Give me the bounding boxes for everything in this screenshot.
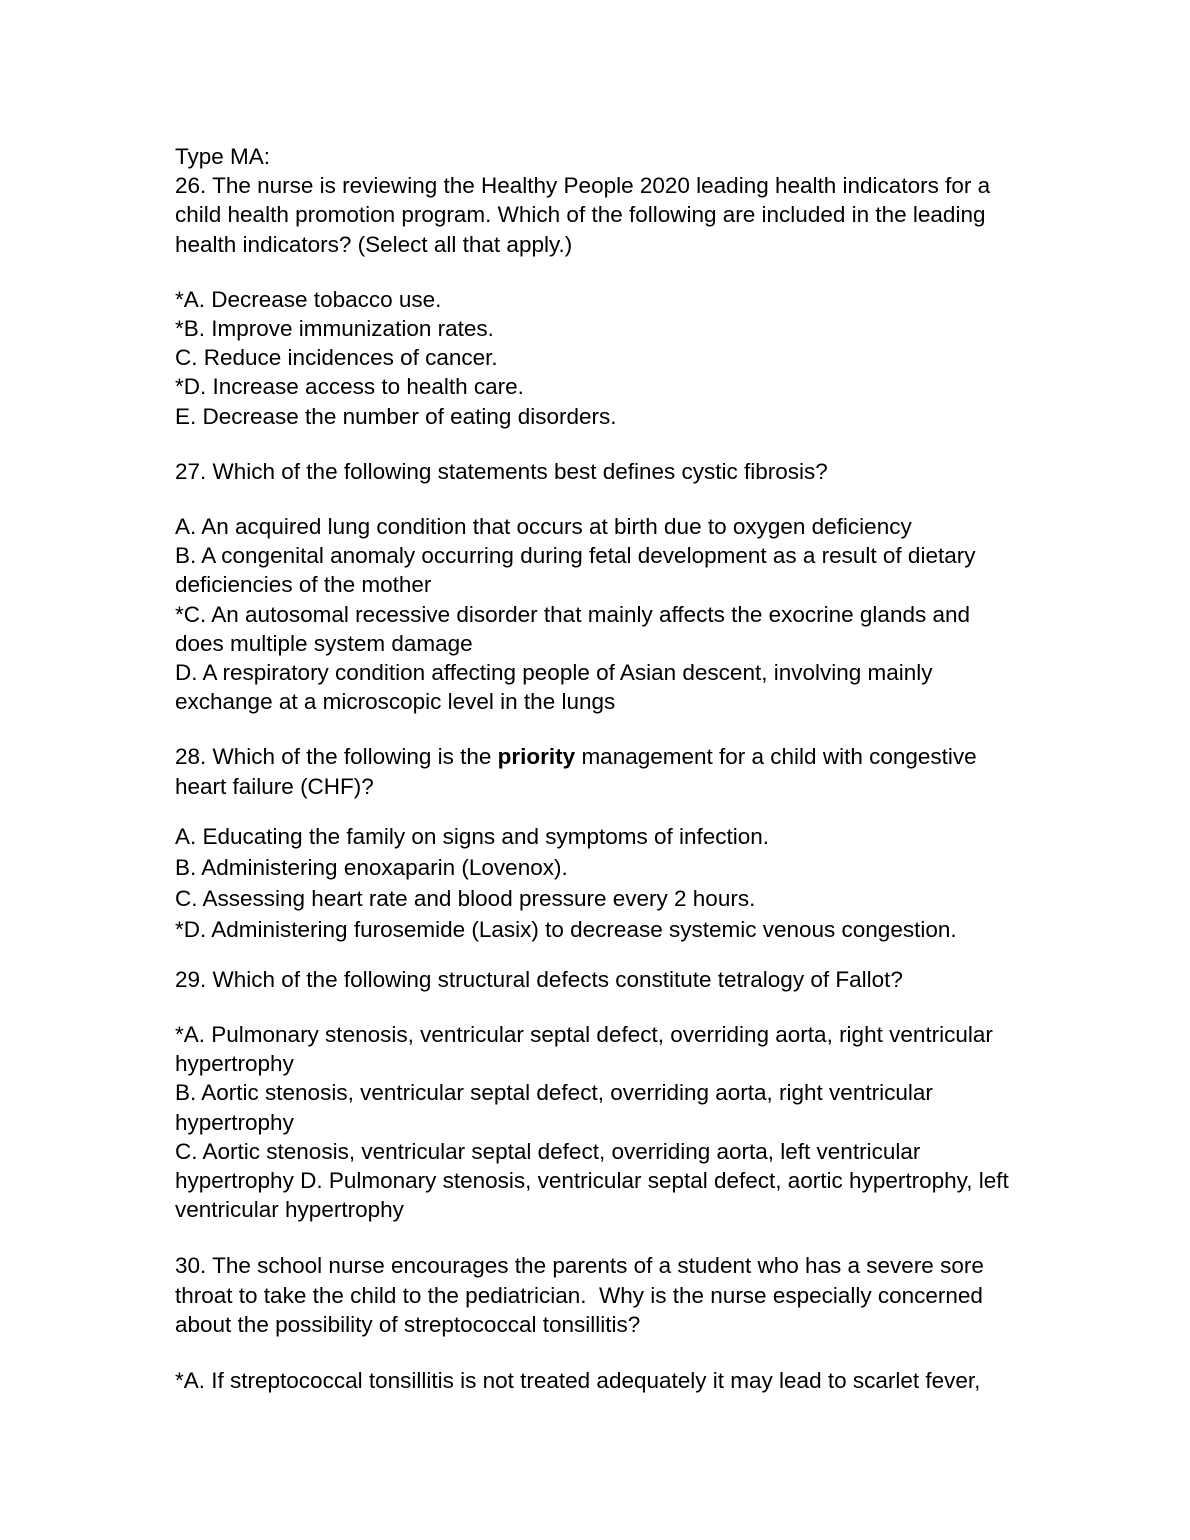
question-26-option-e: E. Decrease the number of eating disorders.	[175, 403, 617, 429]
question-26-option-c: C. Reduce incidences of cancer.	[175, 345, 498, 371]
question-30-option-a: *A. If streptococcal tonsillitis is not treated adequately it may lead to scarlet fever,	[175, 1368, 981, 1394]
type-label: Type MA:	[175, 144, 271, 169]
question-26-option-b: *B. Improve immunization rates.	[175, 316, 494, 342]
question-29-option-c-d: C. Aortic stenosis, ventricular septal defect, overriding aorta, left ventricular hypertrophy D. Pulmonary stenosis, ventricular septal defect, aortic hypertrophy, left ventricular hypertrophy	[175, 1138, 1015, 1223]
question-28-stem-start: 28. Which of the following is the	[175, 744, 498, 770]
question-29-stem: 29. Which of the following structural defects constitute tetralogy of Fallot?	[175, 966, 903, 992]
question-29-option-a: *A. Pulmonary stenosis, ventricular septal defect, overriding aorta, right ventricular hypertrophy	[175, 1022, 1000, 1077]
question-28-option-d: *D. Administering furosemide (Lasix) to decrease systemic venous congestion.	[175, 916, 957, 942]
question-27-option-d: D. A respiratory condition affecting people of Asian descent, involving mainly exchange at a microscopic level in the lungs	[175, 660, 939, 715]
question-28-option-a: A. Educating the family on signs and symptoms of infection.	[175, 823, 770, 849]
question-29-option-b: B. Aortic stenosis, ventricular septal defect, overriding aorta, right ventricular hypertrophy	[175, 1080, 940, 1135]
question-27-stem: 27. Which of the following statements best defines cystic fibrosis?	[175, 458, 828, 484]
question-30-stem: 30. The school nurse encourages the parents of a student who has a severe sore throat to take the child to the pediatrician. Why is the nurse especially concerned about the possibility of streptococcal tonsillitis?	[175, 1253, 991, 1337]
question-27-option-b: B. A congenital anomaly occurring during fetal development as a result of dietary deficiencies of the mother	[175, 543, 982, 598]
document-page	[175, 142, 1025, 1395]
question-28-option-c: C. Assessing heart rate and blood pressure every 2 hours.	[175, 885, 756, 911]
question-26-option-d: *D. Increase access to health care.	[175, 374, 524, 400]
question-28-option-b: B. Administering enoxaparin (Lovenox).	[175, 854, 568, 880]
question-27-option-a: A. An acquired lung condition that occurs at birth due to oxygen deficiency	[175, 514, 912, 540]
question-28-stem	[175, 742, 1025, 800]
question-26-option-a: *A. Decrease tobacco use.	[175, 286, 442, 312]
question-26-stem: 26. The nurse is reviewing the Healthy People 2020 leading health indicators for a child health promotion program. Which of the following are included in the leading health indicators? (Select all that apply.)	[175, 173, 997, 257]
question-28-stem-end: management for a child with congestive heart failure (CHF)?	[175, 744, 983, 799]
question-28-stem-emphasis: priority	[497, 744, 576, 770]
question-27-option-c: *C. An autosomal recessive disorder that mainly affects the exocrine glands and does multiple system damage	[175, 601, 977, 656]
